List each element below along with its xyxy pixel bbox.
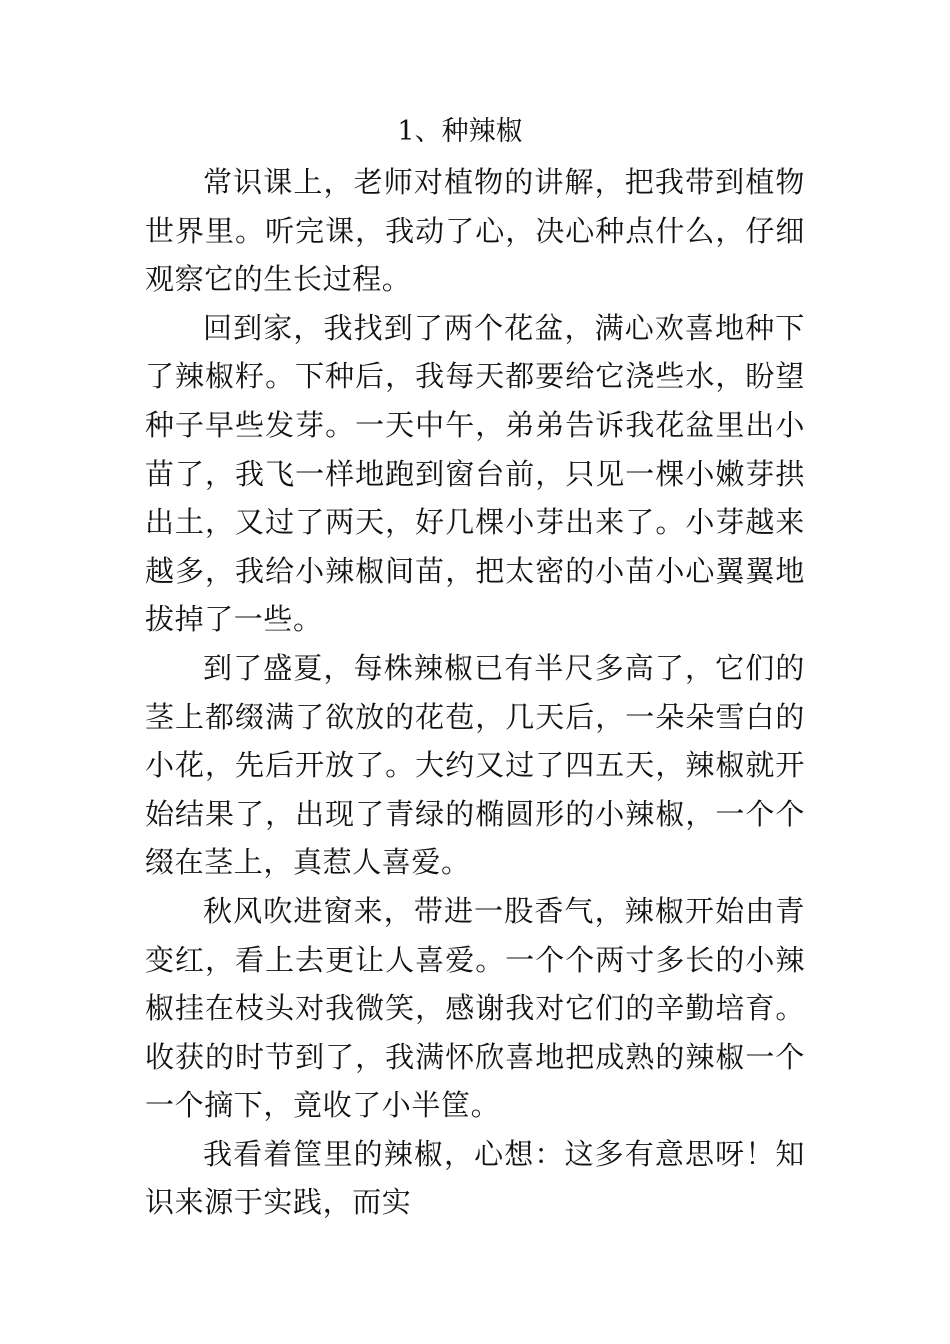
paragraph-4: 秋风吹进窗来，带进一股香气，辣椒开始由青变红，看上去更让人喜爱。一个个两寸多长的小辣椒挂在枝头对我微笑，感谢我对它们的辛勤培育。收获的时节到了，我满怀欣喜地把成熟的辣椒一个一个摘下，竟收了小半筐。	[145, 893, 805, 1123]
paragraph-5: 我看着筐里的辣椒，心想：这多有意思呀！知识来源于实践，而实	[145, 1136, 805, 1220]
paragraph-1: 常识课上，老师对植物的讲解，把我带到植物世界里。听完课，我动了心，决心种点什么，仔细观察它的生长过程。	[145, 165, 805, 297]
document-body	[145, 158, 805, 1227]
paragraph-3: 到了盛夏，每株辣椒已有半尺多高了，它们的茎上都缀满了欲放的花苞，几天后，一朵朵雪白的小花，先后开放了。大约又过了四五天，辣椒就开始结果了，出现了青绿的椭圆形的小辣椒，一个个缀在茎上，真惹人喜爱。	[145, 650, 805, 880]
document-title: 1、种辣椒	[397, 116, 523, 147]
paragraph-2: 回到家，我找到了两个花盆，满心欢喜地种下了辣椒籽。下种后，我每天都要给它浇些水，盼望种子早些发芽。一天中午，弟弟告诉我花盆里出小苗了，我飞一样地跑到窗台前，只见一棵小嫩芽拱出土，又过了两天，好几棵小芽出来了。小芽越来越多，我给小辣椒间苗，把太密的小苗小心翼翼地拔掉了一些。	[145, 310, 805, 637]
